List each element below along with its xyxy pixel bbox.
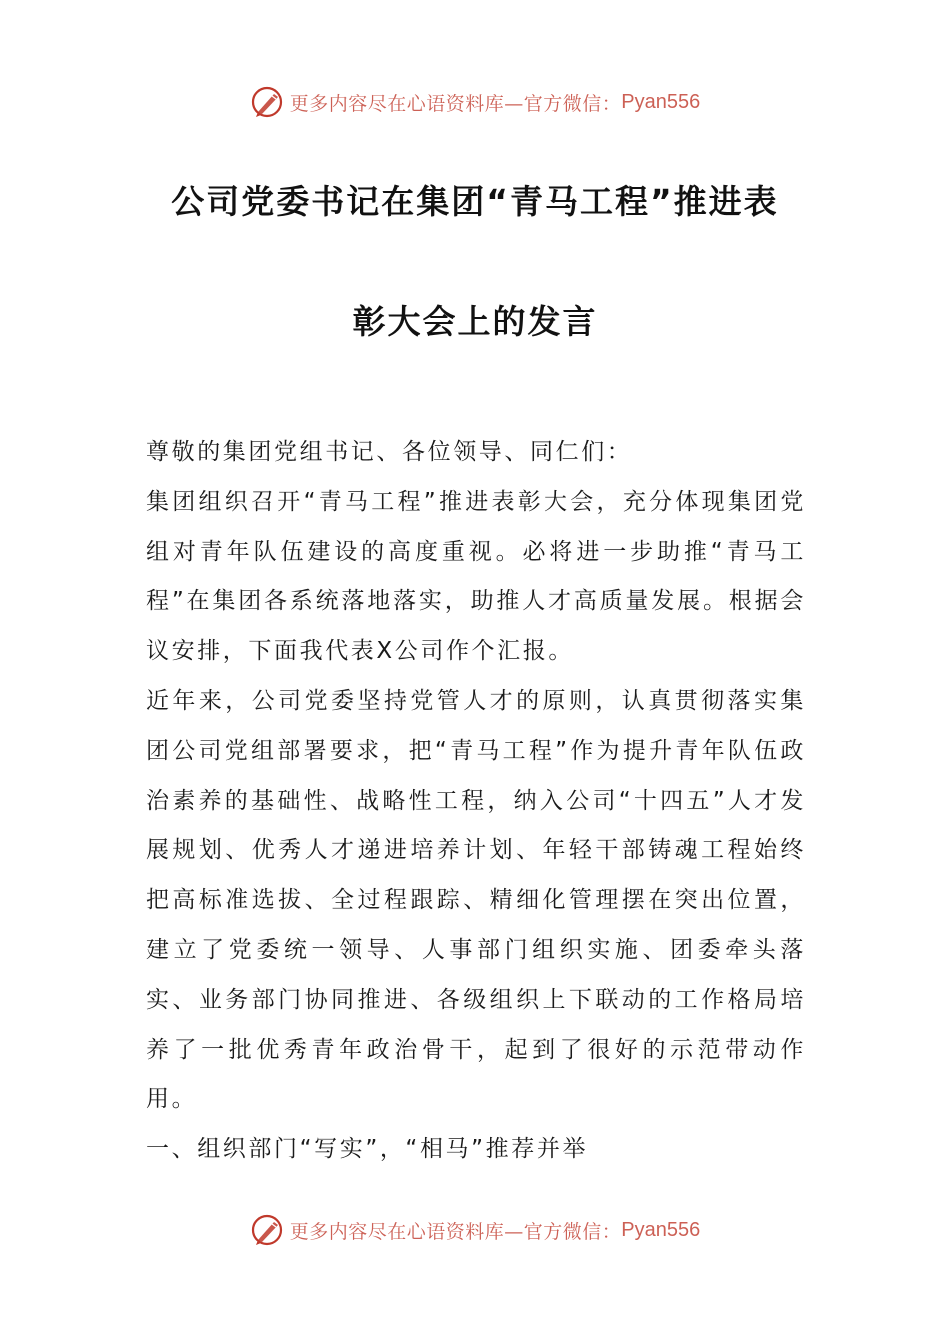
- pen-logo-icon: [250, 84, 286, 120]
- body-paragraph: 集团组织召开“青马工程”推进表彰大会，充分体现集团党组对青年队伍建设的高度重视。必将进一步助推“青马工程”在集团各系统落地落实，助推人才高质量发展。根据会议安排，下面我代表X公司作个汇报。: [146, 488, 806, 665]
- salutation-paragraph: 尊敬的集团党组书记、各位领导、同仁们：: [146, 439, 633, 465]
- body-paragraph: 近年来，公司党委坚持党管人才的原则，认真贯彻落实集团公司党组部署要求，把“青马工程”作为提升青年队伍政治素养的基础性、战略性工程，纳入公司“十四五”人才发展规划、优秀人才递进培养计划、年轻干部铸魂工程始终把高标准选拔、全过程跟踪、精细化管理摆在突出位置，建立了党委统一领导、人事部门组织实施、团委牵头落实、业务部门协同推进、各级组织上下联动的工作格局培养了一批优秀青年政治骨干，起到了很好的示范带动作用。: [146, 687, 806, 1113]
- watermark-text: 更多内容尽在心语资料库—官方微信：: [289, 1220, 622, 1243]
- document-body: [146, 428, 806, 1175]
- watermark-text: 更多内容尽在心语资料库—官方微信：: [289, 92, 622, 115]
- watermark-wechat-id: Pyan556: [621, 90, 701, 113]
- document-title-line-1: 公司党委书记在集团“青马工程”推进表: [171, 182, 779, 221]
- document-title-line-2: 彰大会上的发言: [352, 302, 598, 341]
- watermark-footer: [0, 1212, 950, 1248]
- watermark-header: [0, 84, 950, 120]
- pen-logo-icon: [250, 1212, 286, 1248]
- watermark-wechat-id: Pyan556: [621, 1218, 701, 1241]
- section-heading: 一、组织部门“写实”，“相马”推荐并举: [146, 1136, 589, 1163]
